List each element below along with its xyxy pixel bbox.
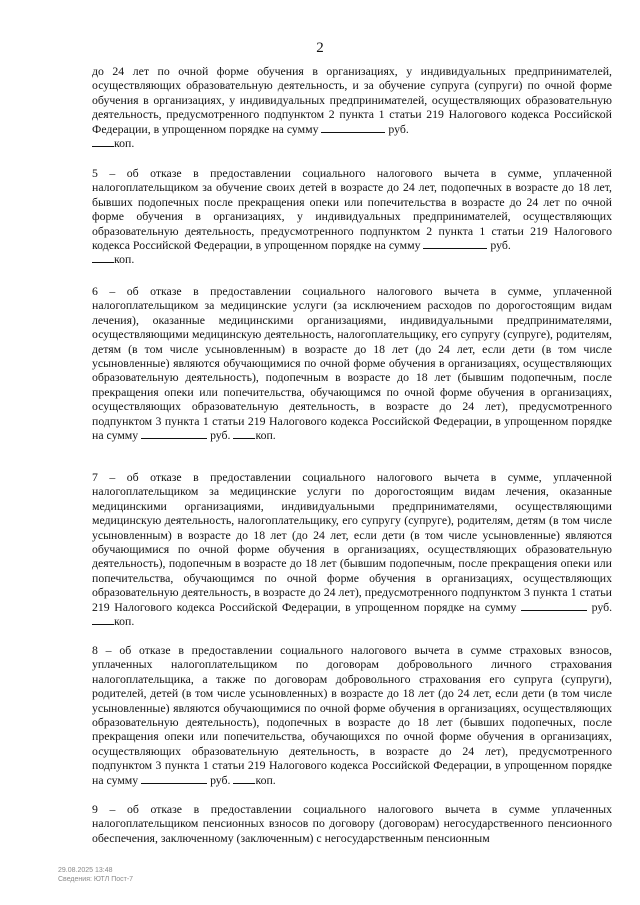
amount-kop-blank[interactable]	[92, 252, 114, 263]
paragraph-text: 5 – об отказе в предоставлении социального налогового вычета в сумме, уплаченной налогоплательщиком за обучение своих детей в возрасте до 24 лет, подопечных в возрасте до 18 лет, бывших подопечных после прекращения опеки или попечительства в возрасте до 24 лет по очной форме обучения в организациях, у индивидуальных предпринимателей, осуществляющих образовательную деятельность, предусмотренного подпунктом 2 пункта 1 статьи 219 Налогового кодекса Российской Федерации, в упрощенном порядке на сумму	[92, 166, 612, 253]
rub-label: руб.	[210, 772, 231, 787]
paragraph-text: до 24 лет по очной форме обучения в организациях, у индивидуальных предпринимателей, осуществляющих образовательную деятельность, и за обучение супруга (супруги) по очной форме обучения в организациях, у индивидуальных предпринимателей, осуществляющих образовательную деятельность, предусмотренного подпунктом 2 пункта 1 статьи 219 Налогового кодекса Российской Федерации, в упрощенном порядке на сумму	[92, 64, 612, 136]
footer-source: Сведения: ЮТЛ Пост-7	[58, 876, 134, 883]
rub-label: руб.	[210, 428, 231, 443]
amount-rub-blank[interactable]	[141, 773, 207, 784]
amount-kop-blank[interactable]	[92, 136, 114, 147]
amount-kop-blank[interactable]	[92, 614, 114, 625]
paragraph-text: 7 – об отказе в предоставлении социального налогового вычета в сумме, уплаченной налогоплательщиком за медицинские услуги по дорогостоящим видам лечения, оказанные медицинскими организациями, индивидуальными предпринимателями, осуществляющими медицинскую деятельность, налогоплательщику, его супругу (супруге), родителям, детям (в том числе усыновленным) в возрасте до 18 лет (до 24 лет, если дети (в том числе усыновленные) являются обучающимися по очной форме обучения в организациях, осуществляющих образовательную деятельность), подопечным в возрасте до 18 лет (бывшим подопечным, после прекращения опеки или попечительства, обучающимся по очной форме обучения в организациях, осуществляющих образовательную деятельность, в возрасте до 24 лет), предусмотренного подпунктом 3 пункта 1 статьи 219 Налогового кодекса Российской Федерации, в упрощенном порядке на сумму	[92, 470, 612, 614]
kop-label: коп.	[255, 772, 276, 787]
amount-rub-blank[interactable]	[521, 600, 587, 611]
rub-label: руб.	[490, 238, 511, 253]
paragraph-code-8	[92, 643, 612, 787]
amount-kop-blank[interactable]	[233, 773, 255, 784]
kop-label: коп.	[114, 614, 135, 629]
kop-label: коп.	[114, 252, 135, 267]
paragraph-continuation	[92, 64, 612, 150]
rub-label: руб.	[591, 599, 613, 614]
footer-date: 29.08.2025 13:48	[58, 867, 113, 874]
paragraph-code-9	[92, 802, 612, 845]
page-number: 2	[316, 40, 324, 56]
paragraph-text: 9 – об отказе в предоставлении социального налогового вычета в сумме уплаченных налогоплательщиком пенсионных взносов по договору (договорам) негосударственного пенсионного обеспечения, заключенному (заключенным) с негосударственным пенсионным	[92, 802, 612, 845]
amount-rub-blank[interactable]	[321, 122, 385, 133]
kop-label: коп.	[255, 428, 276, 443]
rub-label: руб.	[388, 121, 409, 136]
amount-rub-blank[interactable]	[423, 238, 487, 249]
print-footer	[58, 866, 133, 884]
kop-label: коп.	[114, 136, 135, 151]
paragraph-code-5	[92, 166, 612, 267]
paragraph-code-6	[92, 284, 612, 442]
paragraph-code-7	[92, 470, 612, 628]
paragraph-text: 6 – об отказе в предоставлении социального налогового вычета в сумме, уплаченной налогоплательщиком за медицинские услуги (за исключением расходов по дорогостоящим видам лечения), оказанные медицинскими организациями, индивидуальными предпринимателями, осуществляющими медицинскую деятельность, налогоплательщику, его супругу (супруге), родителям, детям (в том числе усыновленным) в возрасте до 18 лет (до 24 лет, если дети (в том числе усыновленные) являются обучающимися по очной форме обучения в организациях, осуществляющих образовательную деятельность), подопечным в возрасте до 18 лет (бывшим подопечным, после прекращения опеки или попечительства, обучающимся по очной форме обучения в организациях, осуществляющих образовательную деятельность, в возрасте до 24 лет), предусмотренного подпунктом 3 пункта 1 статьи 219 Налогового кодекса Российской Федерации, в упрощенном порядке на сумму	[92, 284, 612, 443]
amount-kop-blank[interactable]	[233, 428, 255, 439]
paragraph-text: 8 – об отказе в предоставлении социального налогового вычета в сумме страховых взносов, уплаченных налогоплательщиком по договорам добровольного личного страхования налогоплательщика, а также по договорам добровольного страхования его супруга (супруги), родителей, детей (в том числе усыновленных) в возрасте до 18 лет (до 24 лет, если дети (в том числе усыновленные) являются обучающимися по очной форме обучения в организациях, осуществляющих образовательную деятельность), подопечных в возрасте до 18 лет (бывших подопечных, после прекращения опеки или попечительства, обучающихся по очной форме обучения в организациях, осуществляющих образовательную деятельность, в возрасте до 24 лет), предусмотренного подпунктом 3 пункта 1 статьи 219 Налогового кодекса Российской Федерации, в упрощенном порядке на сумму	[92, 643, 612, 787]
amount-rub-blank[interactable]	[141, 428, 207, 439]
